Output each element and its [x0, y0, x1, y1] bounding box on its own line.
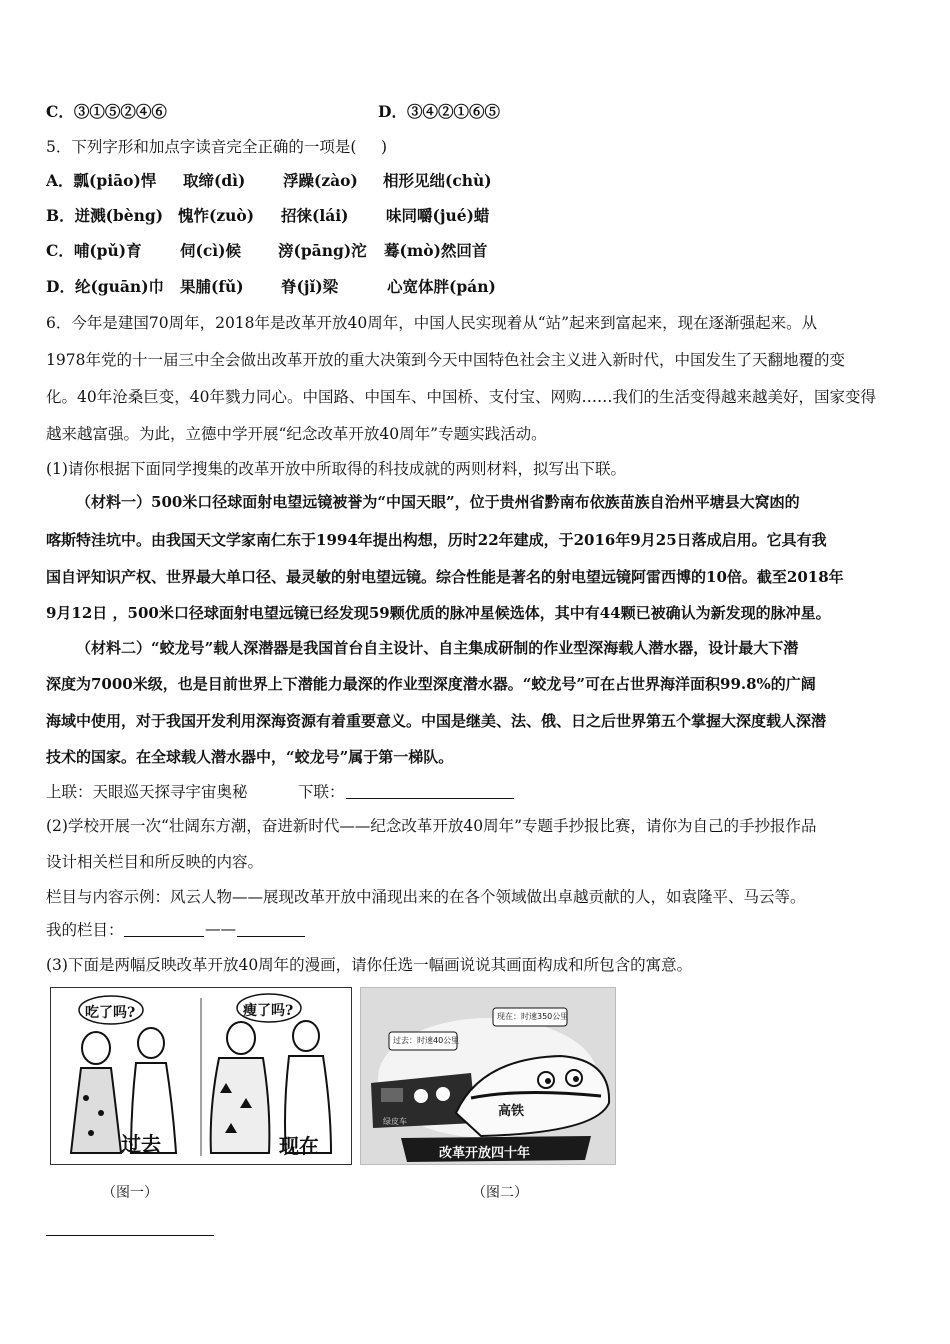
- option-d-previous: D．③④②①⑥⑤: [378, 102, 500, 121]
- cartoon-figure-2: [360, 987, 616, 1165]
- q5-stem: 5．下列字形和加点字读音完全正确的一项是( ): [46, 138, 388, 156]
- cartoon-1-bubble-now: 瘦了吗?: [243, 1003, 294, 1019]
- q6-part1-prompt: (1)请你根据下面同学搜集的改革开放中所取得的科技成就的两则材料，拟写出下联。: [46, 460, 626, 478]
- cartoon-2-banner: 改革开放四十年: [439, 1146, 531, 1161]
- cartoon-2-drawing: [361, 988, 615, 1164]
- cartoon-2-bubble-now: 现在：时速350公里: [497, 1012, 569, 1021]
- figure-2-caption: （图二）: [472, 1185, 528, 1201]
- couplet-lower-blank[interactable]: [346, 782, 514, 799]
- cartoon-2-high-speed-label: 高铁: [498, 1104, 525, 1119]
- cartoon-figure-1: [50, 987, 352, 1165]
- couplet-lower-label: 下联：: [298, 783, 345, 801]
- my-column-content-blank[interactable]: [237, 920, 305, 937]
- q6-part3-prompt: (3)下面是两幅反映改革开放40周年的漫画，请你任选一幅画说说其画面构成和所包含的寓意。: [46, 956, 693, 974]
- column-example: 栏目与内容示例：风云人物——展现改革开放中涌现出来的在各个领域做出卓越贡献的人，如袁隆平、马云等。: [46, 888, 806, 906]
- answer-blank-line[interactable]: [46, 1235, 214, 1236]
- figure-1-caption: （图一）: [102, 1185, 158, 1201]
- couplet-upper: 上联：天眼巡天探寻宇宙奥秘: [46, 783, 248, 801]
- my-column-name-blank[interactable]: [124, 920, 204, 937]
- cartoon-1-label-past: 过去: [121, 1132, 161, 1156]
- cartoon-2-old-train-label: 绿皮车: [383, 1117, 407, 1126]
- cartoon-1-bubble-past: 吃了吗?: [85, 1005, 136, 1021]
- my-column-label: 我的栏目：: [46, 921, 124, 939]
- cartoon-2-bubble-past: 过去：时速40公里: [393, 1036, 460, 1045]
- cartoon-1-label-now: 现在: [279, 1134, 319, 1158]
- my-column-dash: ——: [205, 920, 236, 938]
- option-c-previous: C．③①⑤②④⑥: [46, 102, 167, 121]
